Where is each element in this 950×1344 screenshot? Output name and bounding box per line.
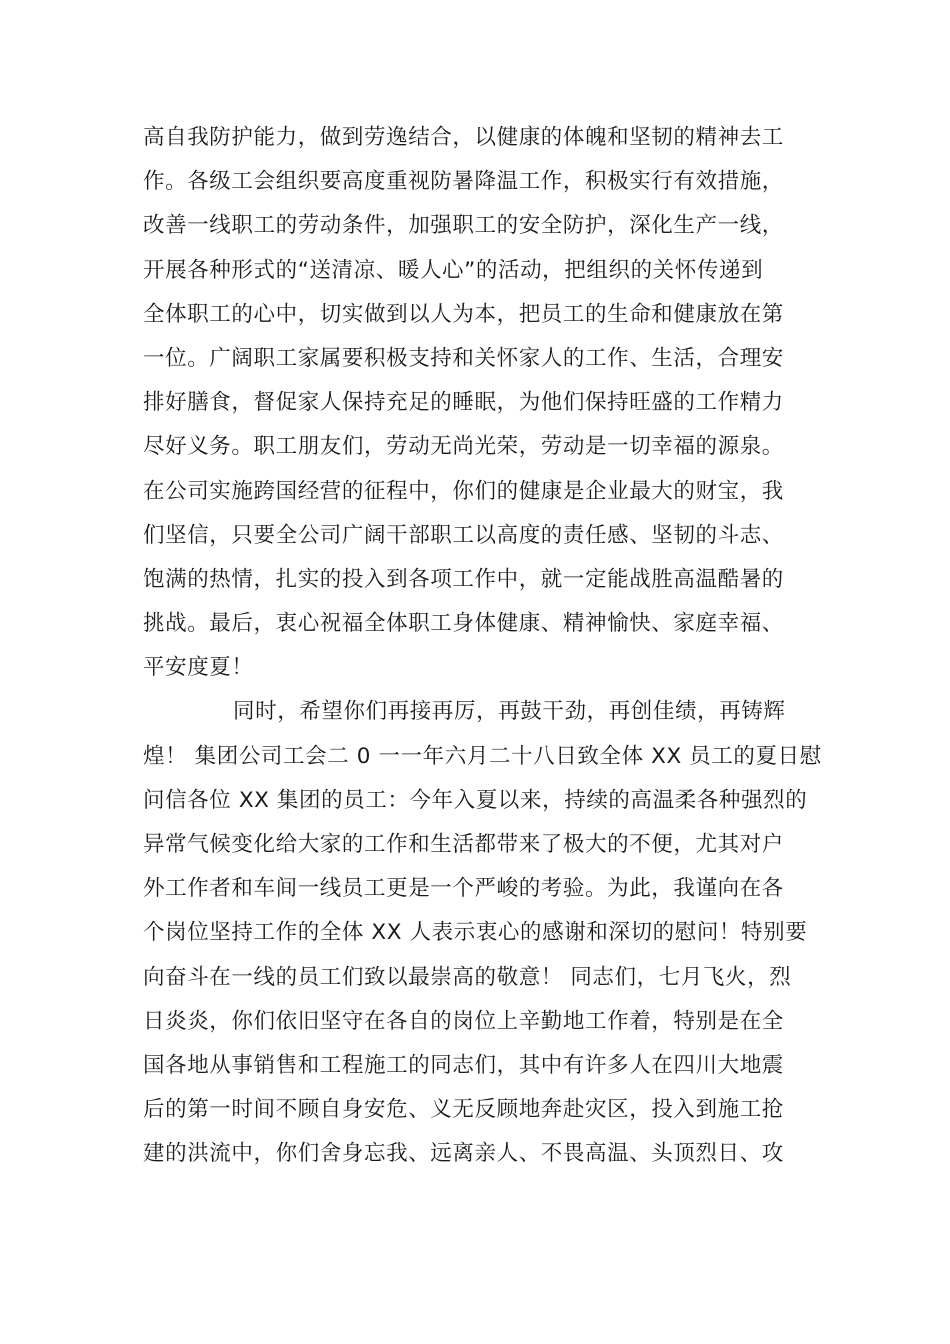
text-line: 们坚信，只要全公司广阔干部职工以高度的责任感、坚韧的斗志、: [143, 522, 784, 548]
text-line: 煌！ 集团公司工会二 0 一一年六月二十八日致全体 XX 员工的夏日慰: [143, 743, 822, 769]
text-line: 作。各级工会组织要高度重视防暑降温工作，积极实行有效措施，: [143, 169, 784, 195]
text-line: 平安度夏！: [143, 655, 254, 681]
text-line: 后的第一时间不顾自身安危、义无反顾地奔赴灾区，投入到施工抢: [143, 1097, 784, 1123]
text-line: 同时，希望你们再接再厉，再鼓干劲，再创佳绩，再铸辉: [233, 699, 786, 725]
document-body: [143, 116, 822, 1177]
text-line: 排好膳食，督促家人保持充足的睡眠，为他们保持旺盛的工作精力: [143, 390, 784, 416]
text-line: 外工作者和车间一线员工更是一个严峻的考验。为此，我谨向在各: [143, 876, 784, 902]
text-line: 建的洪流中，你们舍身忘我、远离亲人、不畏高温、头顶烈日、攻: [143, 1141, 784, 1167]
text-line: 挑战。最后，衷心祝福全体职工身体健康、精神愉快、家庭幸福、: [143, 611, 784, 637]
text-line: 高自我防护能力，做到劳逸结合，以健康的体魄和坚韧的精神去工: [143, 125, 784, 150]
text-line: 异常气候变化给大家的工作和生活都带来了极大的不便，尤其对户: [143, 832, 784, 857]
text-line: 饱满的热情，扎实的投入到各项工作中，就一定能战胜高温酷暑的: [143, 566, 784, 592]
text-line: 尽好义务。职工朋友们，劳动无尚光荣，劳动是一切幸福的源泉。: [143, 434, 784, 460]
text-line: 个岗位坚持工作的全体 XX 人表示衷心的感谢和深切的慰问！特别要: [143, 920, 808, 946]
text-line: 日炎炎，你们依旧坚守在各自的岗位上辛勤地工作着，特别是在全: [143, 1008, 784, 1034]
text-line: 改善一线职工的劳动条件，加强职工的安全防护，深化生产一线，: [143, 213, 784, 239]
paragraph-1: [143, 116, 813, 690]
text-line: 向奋斗在一线的员工们致以最崇高的敬意！ 同志们，七月飞火，烈: [143, 964, 792, 990]
text-line: 开展各种形式的“送清凉、暖人心”的活动，把组织的关怀传递到: [143, 257, 764, 283]
text-line: 国各地从事销售和工程施工的同志们，其中有许多人在四川大地震: [143, 1052, 784, 1078]
text-line: 全体职工的心中，切实做到以人为本，把员工的生命和健康放在第: [143, 301, 784, 327]
text-line: 问信各位 XX 集团的员工：今年入夏以来，持续的高温柔各种强烈的: [143, 787, 808, 813]
text-line: 在公司实施跨国经营的征程中，你们的健康是企业最大的财宝，我: [143, 478, 784, 504]
text-line: 一位。广阔职工家属要积极支持和关怀家人的工作、生活，合理安: [143, 345, 784, 371]
paragraph-2: [143, 690, 822, 1176]
